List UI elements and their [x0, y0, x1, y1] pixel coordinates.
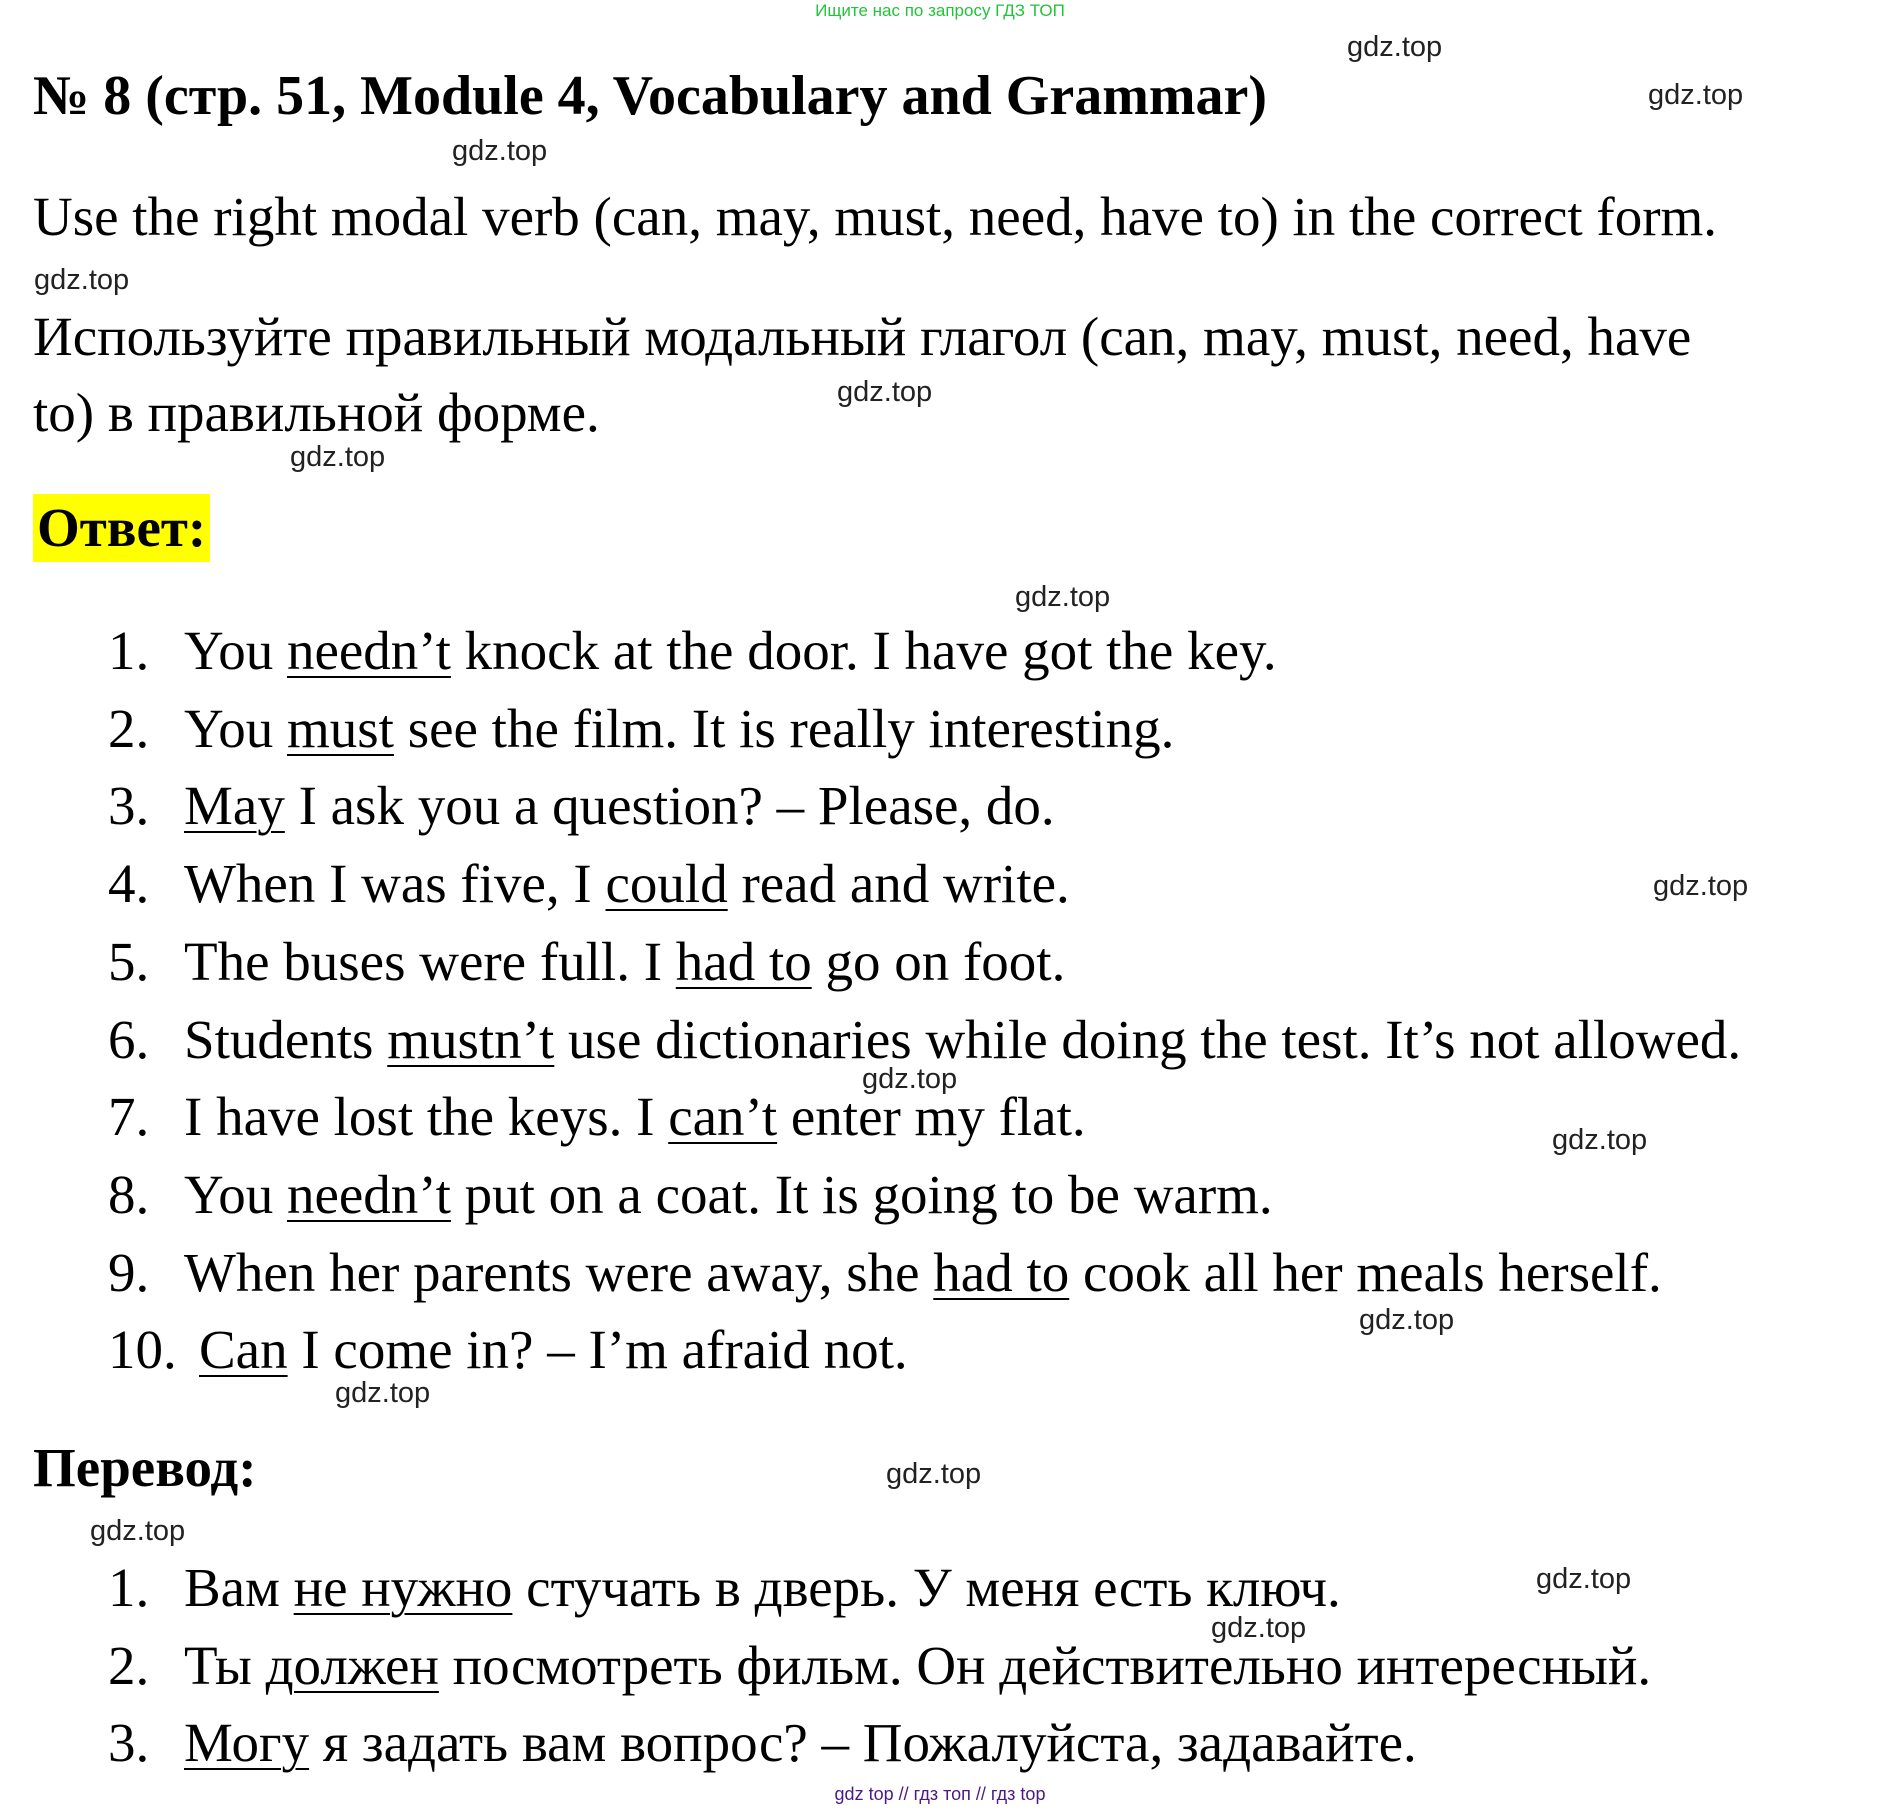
item-number: 4.	[108, 853, 150, 915]
sentence-text: You	[184, 697, 287, 759]
item-sentence	[184, 619, 1277, 683]
sentence-text: я задать вам вопрос? – Пожалуйста, задавайте.	[309, 1712, 1417, 1773]
item-number: 9.	[108, 1241, 150, 1303]
watermark-text: gdz.top	[90, 1515, 186, 1547]
item-sentence	[184, 697, 1174, 761]
item-sentence	[184, 1163, 1273, 1227]
item-sentence	[199, 1318, 908, 1382]
top-banner[interactable]: Ищите нас по запросу ГДЗ ТОП	[815, 1, 1065, 20]
sentence-text: I have lost the keys. I	[184, 1086, 669, 1148]
sentence-text: The buses were full. I	[184, 930, 676, 992]
item-number: 10.	[108, 1319, 177, 1381]
underlined-answer: could	[605, 853, 728, 915]
watermark-text: gdz.top	[1015, 581, 1111, 613]
answer-item	[0, 619, 1880, 683]
item-number: 5.	[108, 930, 150, 992]
item-number: 2.	[108, 1634, 150, 1696]
sentence-text: You	[184, 620, 287, 681]
answer-item	[0, 1318, 1880, 1382]
watermark-text: gdz.top	[1359, 1304, 1455, 1336]
sentence-text: When her parents were away, she	[184, 1241, 934, 1303]
sentence-text: посмотреть фильм. Он действительно интересный.	[438, 1634, 1652, 1696]
sentence-text: cook all her meals herself.	[1069, 1241, 1662, 1303]
underlined-answer: needn’t	[286, 1163, 451, 1225]
sentence-text: Students	[184, 1008, 388, 1070]
underlined-answer: Can	[199, 1319, 288, 1381]
answer-item	[0, 774, 1880, 838]
sentence-text: enter my flat.	[777, 1086, 1086, 1148]
item-number: 7.	[108, 1086, 150, 1148]
sentence-text: see the film. It is really interesting.	[393, 697, 1175, 759]
translation-item	[0, 1711, 1880, 1775]
answer-item	[0, 852, 1880, 916]
underlined-answer: mustn’t	[387, 1008, 555, 1070]
item-number: 8.	[108, 1163, 150, 1225]
answer-item	[0, 930, 1880, 994]
watermark-text: gdz.top	[452, 135, 548, 167]
underlined-answer: needn’t	[286, 620, 451, 681]
sentence-text: You	[184, 1163, 287, 1225]
instruction-russian-line2: to) в правильной форме.	[33, 382, 600, 443]
watermark-text: gdz.top	[1653, 870, 1749, 902]
sentence-text: knock at the door. I have got the key.	[450, 620, 1277, 681]
answer-item	[0, 697, 1880, 761]
page-title: № 8 (стр. 51, Module 4, Vocabulary and Grammar)	[33, 65, 1268, 127]
watermark-text: gdz.top	[1536, 1563, 1632, 1595]
item-sentence	[184, 852, 1070, 916]
instruction-english: Use the right modal verb (can, may, must, need, have to) in the correct form.	[33, 186, 1718, 247]
watermark-text: gdz.top	[1347, 31, 1443, 63]
sentence-text: put on a coat. It is going to be warm.	[450, 1163, 1273, 1225]
underlined-answer: May	[184, 775, 285, 837]
sentence-text: Ты	[184, 1634, 266, 1696]
watermark-text: gdz.top	[290, 441, 386, 473]
sentence-text: read and write.	[727, 853, 1070, 915]
item-sentence	[184, 774, 1055, 838]
item-sentence	[184, 1634, 1651, 1698]
instruction-russian-line1: Используйте правильный модальный глагол (can, may, must, need, have	[33, 306, 1692, 367]
watermark-text: gdz.top	[1552, 1124, 1648, 1156]
watermark-text: gdz.top	[34, 264, 130, 296]
underlined-answer: не нужно	[293, 1557, 513, 1618]
item-number: 3.	[108, 775, 150, 837]
underlined-answer: can’t	[668, 1086, 778, 1148]
watermark-text: gdz.top	[335, 1377, 431, 1409]
item-sentence	[184, 930, 1065, 994]
sentence-text: I come in? – I’m afraid not.	[287, 1319, 908, 1381]
sentence-text: стучать в дверь. У меня есть ключ.	[512, 1557, 1341, 1618]
underlined-answer: had to	[933, 1241, 1070, 1303]
answer-item	[0, 1163, 1880, 1227]
watermark-text: gdz.top	[1211, 1612, 1307, 1644]
watermark-text: gdz.top	[886, 1458, 982, 1490]
watermark-text: gdz.top	[837, 376, 933, 408]
underlined-answer: had to	[675, 930, 812, 992]
sentence-text: When I was five, I	[184, 853, 606, 915]
sentence-text: go on foot.	[811, 930, 1066, 992]
translation-heading: Перевод:	[33, 1437, 257, 1498]
underlined-answer: Могу	[184, 1712, 310, 1773]
answer-item	[0, 1241, 1880, 1305]
underlined-answer: must	[286, 697, 394, 759]
sentence-text: use dictionaries while doing the test. It’s not allowed.	[554, 1008, 1742, 1070]
item-sentence	[184, 1556, 1341, 1620]
item-sentence	[184, 1241, 1662, 1305]
item-sentence	[184, 1711, 1417, 1775]
item-number: 3.	[108, 1712, 150, 1773]
underlined-answer: должен	[265, 1634, 439, 1696]
translation-item	[0, 1634, 1880, 1698]
item-sentence	[184, 1008, 1741, 1072]
watermark-text: gdz.top	[1648, 79, 1744, 111]
sentence-text: I ask you a question? – Please, do.	[284, 775, 1055, 837]
sentence-text: Вам	[184, 1557, 294, 1618]
footer-links[interactable]: gdz top // гдз топ // гдз top	[834, 1784, 1046, 1804]
item-number: 1.	[108, 620, 150, 681]
watermark-text: gdz.top	[862, 1063, 958, 1095]
item-number: 6.	[108, 1008, 150, 1070]
answer-heading: Ответ:	[33, 494, 210, 562]
item-number: 1.	[108, 1557, 150, 1618]
item-number: 2.	[108, 697, 150, 759]
